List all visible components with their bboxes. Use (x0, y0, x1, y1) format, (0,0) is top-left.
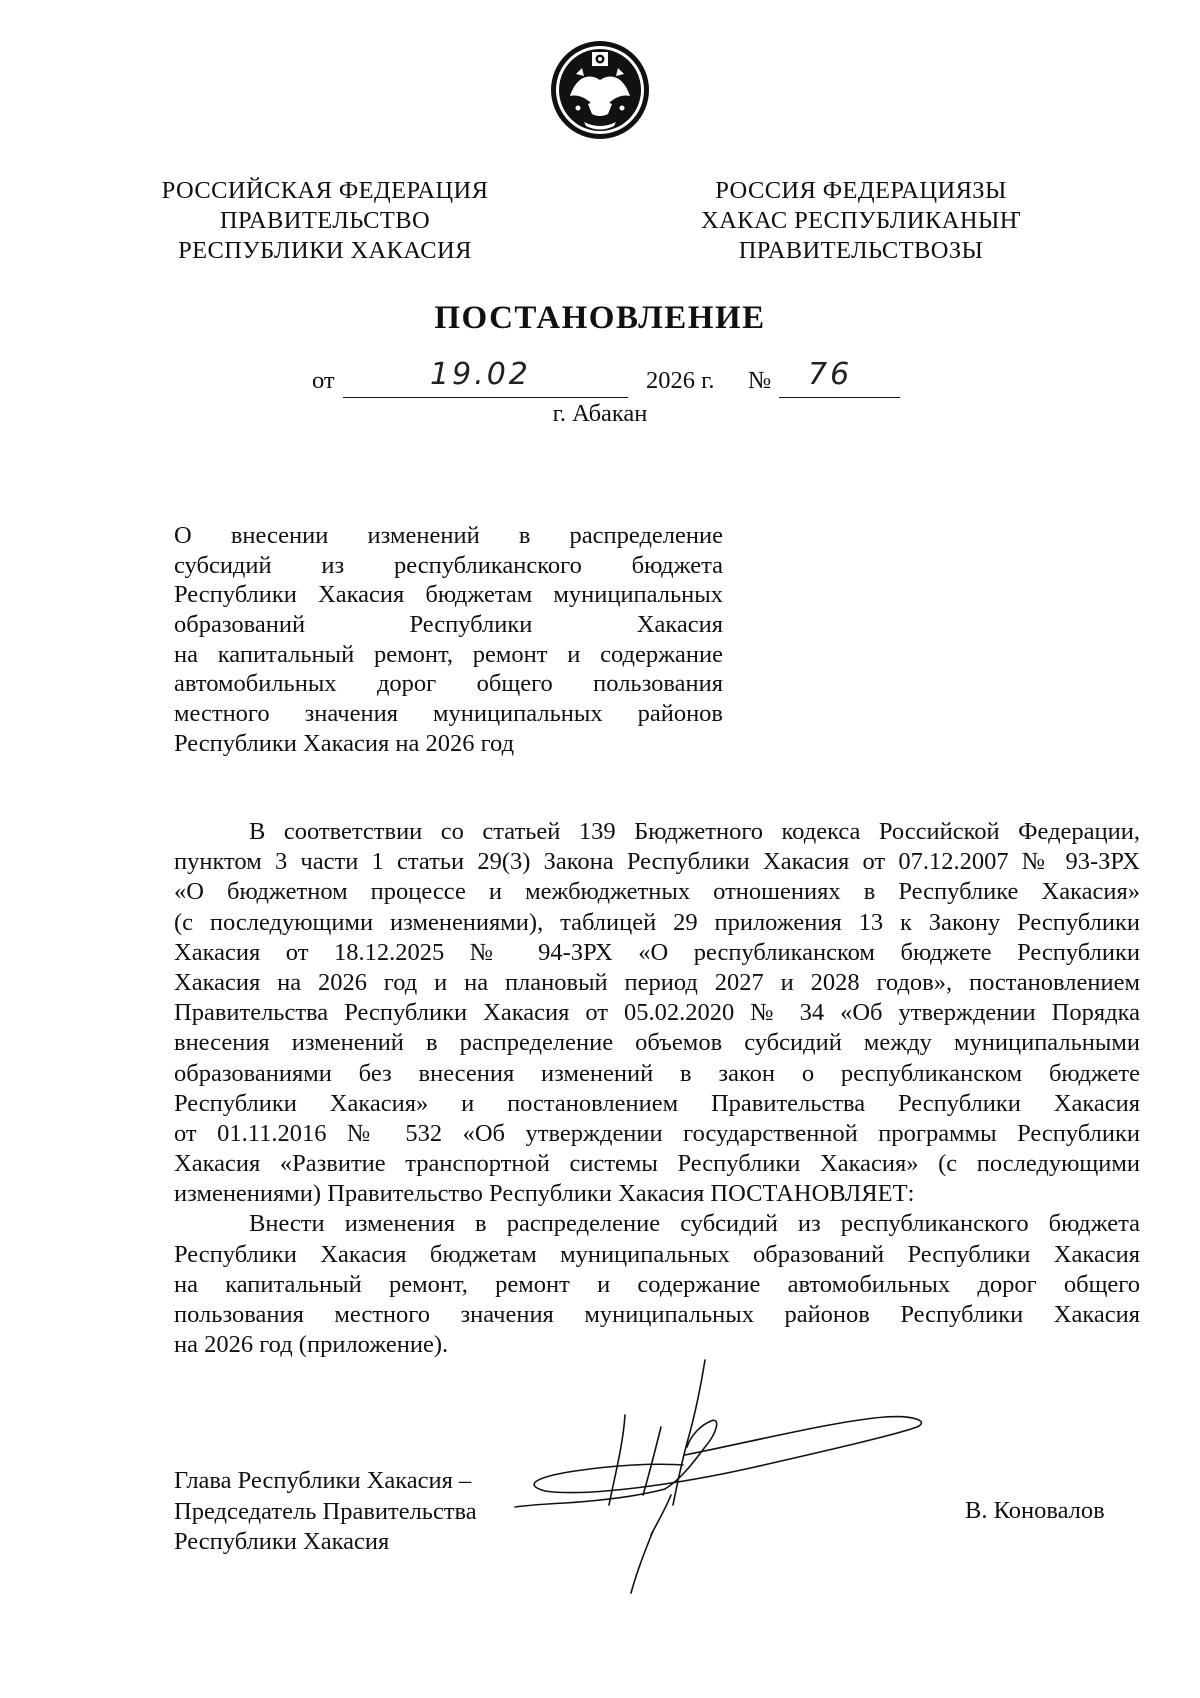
date-underline (343, 397, 628, 398)
body-line: пользования местного значения муниципальных районов Республики Хакасия (174, 1301, 1140, 1328)
header-right-line-3: ПРАВИТЕЛЬСТВОЗЫ (738, 237, 984, 264)
body-line: Республики Хакасия» и постановлением Правительства Республики Хакасия (174, 1089, 1140, 1117)
subject-line: Республики Хакасия на 2026 год (174, 729, 515, 757)
body-line: «О бюджетном процессе и межбюджетных отношениях в Республике Хакасия» (174, 878, 1140, 906)
body-line: В соответствии со статьей 139 Бюджетного кодекса Российской Федерации, (249, 818, 1140, 845)
body-line: внесения изменений в распределение объемов субсидий между муниципальными (174, 1029, 1140, 1057)
year-label: 2026 г. (646, 367, 715, 394)
number-sign: № (748, 367, 772, 394)
date-prefix: от (312, 367, 335, 394)
city-label: г. Абакан (552, 400, 648, 427)
subject-line: автомобильных дорог общего пользования (174, 670, 723, 698)
body-line: образованиями без внесения изменений в закон о республиканском бюджете (174, 1059, 1140, 1087)
handwritten-date: 19.02 (430, 357, 531, 392)
number-underline (779, 397, 900, 398)
document-type-title: ПОСТАНОВЛЕНИЕ (434, 300, 766, 336)
subject-line: образований Республики Хакасия (174, 611, 723, 639)
body-line: Республики Хакасия бюджетам муниципальных образований Республики Хакасия (174, 1240, 1140, 1268)
body-line: от 01.11.2016 № 532 «Об утверждении государственной программы Республики (174, 1119, 1140, 1147)
handwritten-signature (505, 1355, 935, 1595)
date-number-line (0, 357, 1200, 401)
header-left-line-2: ПРАВИТЕЛЬСТВО (219, 207, 431, 234)
body-line: Хакасия на 2026 год и на плановый период 2027 и 2028 годов», постановлением (174, 968, 1140, 996)
signer-name: В. Коновалов (965, 1497, 1105, 1524)
body-line: Хакасия «Развитие транспортной системы Республики Хакасия» (с последующими (174, 1150, 1140, 1178)
body-line: на капитальный ремонт, ремонт и содержание автомобильных дорог общего (174, 1270, 1140, 1298)
body-line: Правительства Республики Хакасия от 05.02.2020 № 34 «Об утверждении Порядка (174, 999, 1140, 1027)
body-line: пунктом 3 части 1 статьи 29(3) Закона Республики Хакасия от 07.12.2007 № 93-ЗРХ (174, 848, 1140, 876)
subject-line: местного значения муниципальных районов (174, 700, 723, 728)
body-line: изменениями) Правительство Республики Хакасия ПОСТАНОВЛЯЕТ: (174, 1180, 915, 1208)
handwritten-number: 76 (808, 357, 853, 392)
signer-title-block (174, 1466, 477, 1558)
body-line: (с последующими изменениями), таблицей 29 приложения 13 к Закону Республики (174, 908, 1140, 936)
body-text (174, 817, 1140, 1360)
signer-title-line: Председатель Правительства (174, 1497, 477, 1525)
coat-of-arms-emblem (548, 38, 652, 142)
header-right-line-2: ХАКАС РЕСПУБЛИКАНЫҤ (701, 207, 1021, 234)
subject-block (174, 521, 723, 759)
signer-title-line: Глава Республики Хакасия – (174, 1467, 472, 1494)
header-left-block (140, 176, 510, 266)
body-line: Внести изменения в распределение субсидий из республиканского бюджета (249, 1210, 1140, 1238)
signer-title-line: Республики Хакасия (174, 1528, 390, 1555)
subject-line: О внесении изменений в распределение (174, 522, 723, 549)
header-right-line-1: РОССИЯ ФЕДЕРАЦИЯЗЫ (715, 177, 1007, 204)
header-left-line-3: РЕСПУБЛИКИ ХАКАСИЯ (178, 237, 472, 264)
body-line: на 2026 год (приложение). (174, 1331, 449, 1359)
header-left-line-1: РОССИЙСКАЯ ФЕДЕРАЦИЯ (161, 177, 489, 204)
subject-line: субсидий из республиканского бюджета (174, 551, 723, 579)
subject-line: Республики Хакасия бюджетам муниципальных (174, 581, 723, 609)
subject-line: на капитальный ремонт, ремонт и содержание (174, 640, 723, 668)
header-right-block (676, 176, 1046, 266)
body-line: Хакасия от 18.12.2025 № 94-ЗРХ «О республиканском бюджете Республики (174, 938, 1140, 966)
